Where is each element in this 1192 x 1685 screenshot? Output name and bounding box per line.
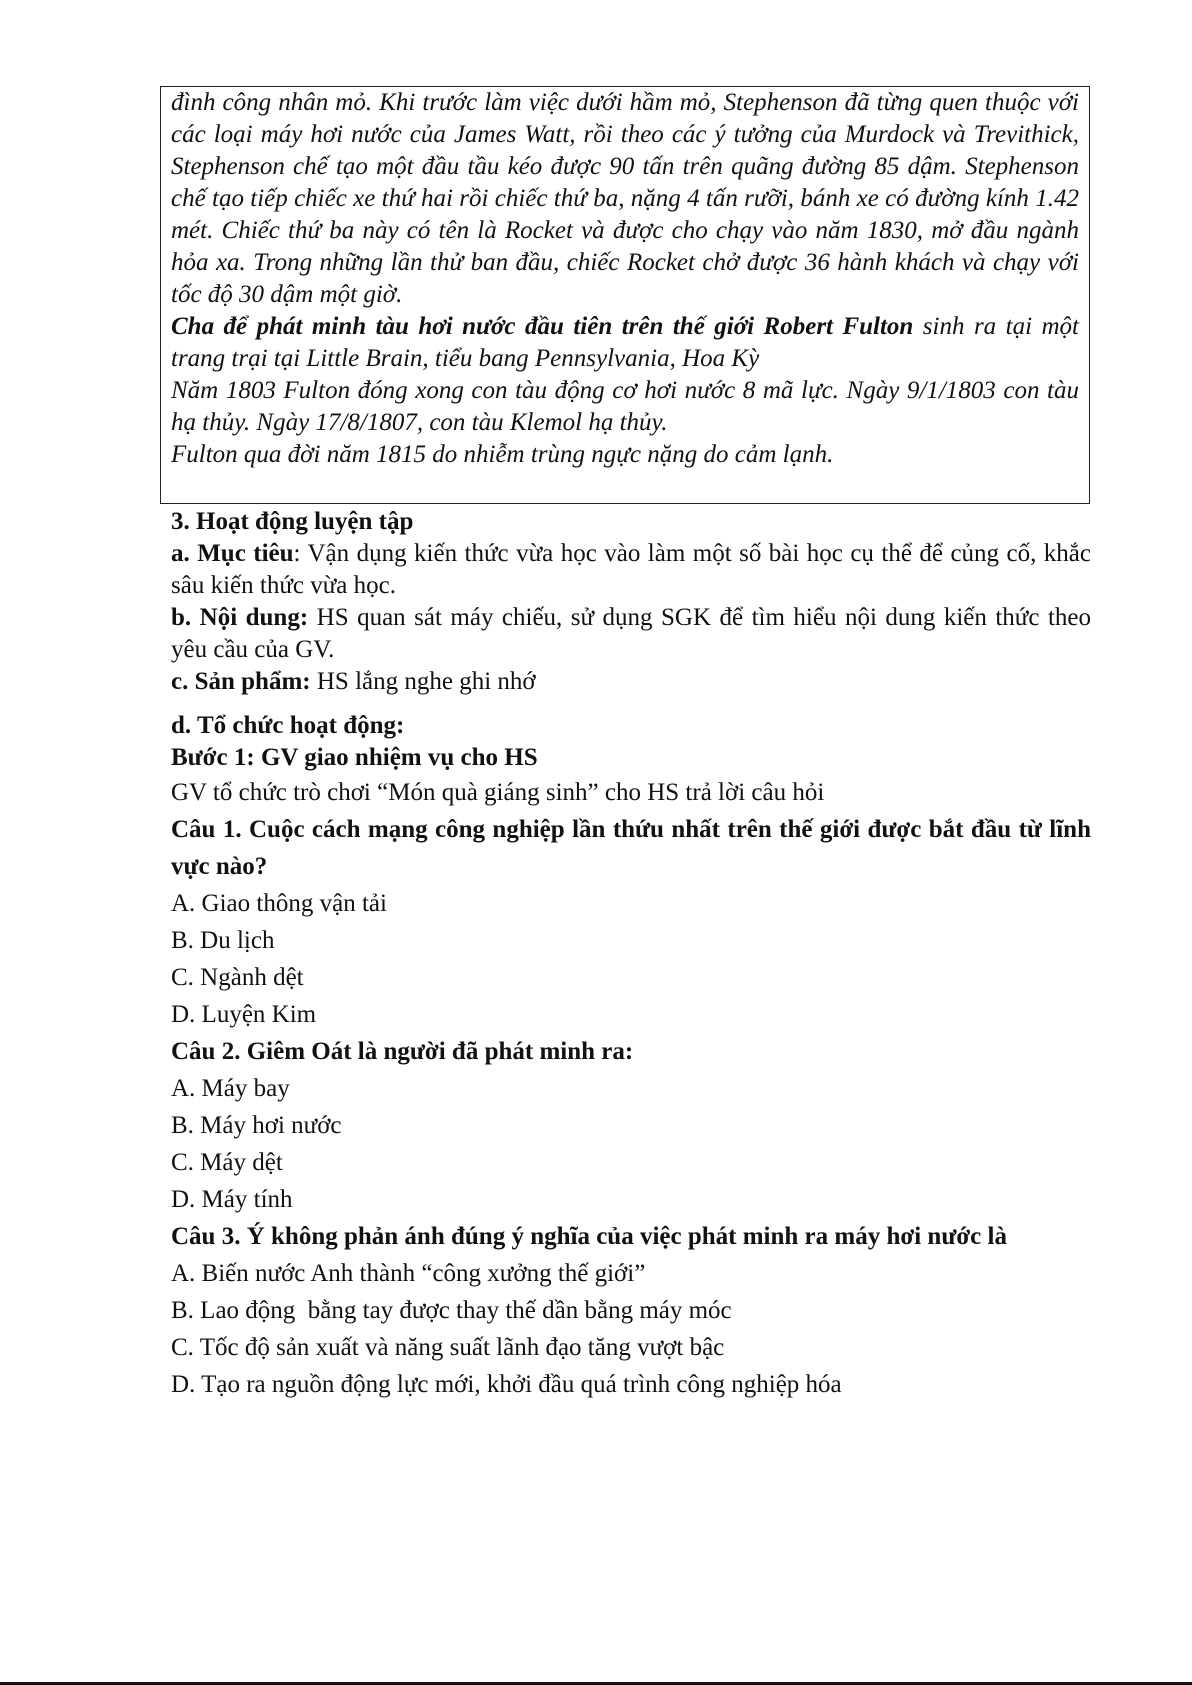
question-2-option-d: D. Máy tính [171,1186,293,1213]
question-2-option-a: A. Máy bay [171,1075,290,1102]
muc-tieu [171,538,1091,602]
san-pham [171,666,1091,698]
buoc-1-heading: Bước 1: GV giao nhiệm vụ cho HS [171,744,538,771]
noi-dung [171,602,1091,666]
question-2-option-b: B. Máy hơi nước [171,1112,342,1139]
passage-fulton-death: Fulton qua đời năm 1815 do nhiễm trùng ngực nặng do cảm lạnh. [171,441,834,468]
question-1: Câu 1. Cuộc cách mạng công nghiệp lần thứu nhất trên thế giới được bắt đầu từ lĩnh vực nào? [171,816,1091,880]
question-3-option-b: B. Lao động bằng tay được thay thế dần bằng máy móc [171,1297,732,1324]
question-2: Câu 2. Giêm Oát là người đã phát minh ra: [171,1038,634,1065]
question-1-option-b: B. Du lịch [171,927,275,954]
muc-tieu-text: : Vận dụng kiến thức vừa học vào làm một số bài học cụ thể để củng cố, khắc sâu kiến thức vừa học. [171,540,1091,599]
question-3: Câu 3. Ý không phản ánh đúng ý nghĩa của việc phát minh ra máy hơi nước là [171,1223,1007,1250]
question-3-option-a: A. Biến nước Anh thành “công xưởng thế giới” [171,1260,646,1287]
passage-fulton-bold: Cha để phát minh tàu hơi nước đầu tiên trên thế giới Robert Fulton [171,313,914,340]
question-3-option-d: D. Tạo ra nguồn động lực mới, khởi đầu quá trình công nghiệp hóa [171,1371,842,1398]
san-pham-label: c. Sản phẩm: [171,668,311,695]
section-title: 3. Hoạt động luyện tập [171,508,414,535]
question-1-option-d: D. Luyện Kim [171,1001,317,1028]
reading-passage-box [160,86,1090,504]
question-1-option-a: A. Giao thông vận tải [171,890,387,917]
passage-fulton-rest: sinh ra tại một trang trại tại Little Brain, tiểu bang Pennsylvania, Hoa Kỳ [171,313,1080,372]
activity-section [171,506,1091,1403]
passage-fulton-ship: Năm 1803 Fulton đóng xong con tàu động cơ hơi nước 8 mã lực. Ngày 9/1/1803 con tàu hạ thủy. Ngày 17/8/1807, con tàu Klemol hạ thủy. [171,377,1079,436]
game-intro: GV tổ chức trò chơi “Món quà giáng sinh” cho HS trả lời câu hỏi [171,779,825,806]
question-1-option-c: C. Ngành dệt [171,964,304,991]
question-2-option-c: C. Máy dệt [171,1149,283,1176]
noi-dung-label: b. Nội dung: [171,604,309,631]
muc-tieu-label: a. Mục tiêu [171,540,294,567]
san-pham-text: HS lắng nghe ghi nhớ [310,668,536,695]
passage-fulton-intro [171,311,1079,375]
passage-stephenson: đình công nhân mỏ. Khi trước làm việc dưới hầm mỏ, Stephenson đã từng quen thuộc với các loại máy hơi nước của James Watt, rồi theo các ý tưởng của Murdock và Trevithick, Stephenson chế tạo một đầu tầu kéo được 90 tấn trên quãng đường 85 dậm. Stephenson chế tạo tiếp chiếc xe thứ hai rồi chiếc thứ ba, nặng 4 tấn rưỡi, bánh xe có đường kính 1.42 mét. Chiếc thứ ba này có tên là Rocket và được cho chạy vào năm 1830, mở đầu ngành hỏa xa. Trong những lần thử ban đầu, chiếc Rocket chở được 36 hành khách và chạy với tốc độ 30 dậm một giờ. [171,89,1079,308]
question-3-option-c: C. Tốc độ sản xuất và năng suất lãnh đạo tăng vượt bậc [171,1334,725,1361]
noi-dung-text: HS quan sát máy chiếu, sử dụng SGK để tìm hiểu nội dung kiến thức theo yêu cầu của GV. [171,604,1091,663]
to-chuc-heading: d. Tổ chức hoạt động: [171,712,405,739]
